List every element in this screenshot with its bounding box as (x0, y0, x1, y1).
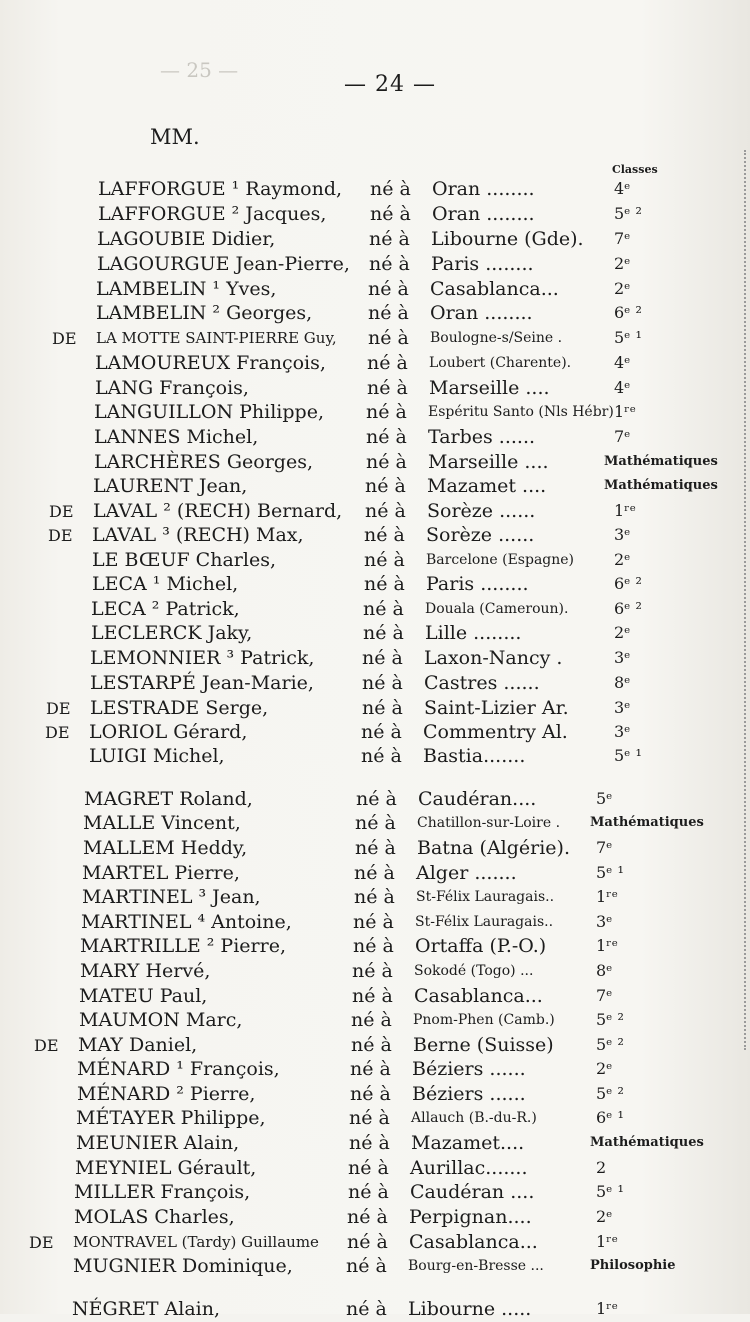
student-name: LAGOURGUE Jean-Pierre, (97, 253, 350, 275)
birthplace: Loubert (Charente). (429, 355, 572, 371)
born-label: né à (349, 1107, 390, 1129)
list-item (0, 1155, 750, 1181)
list-item (0, 226, 750, 252)
class-level: 5ᵉ ¹ (596, 1182, 624, 1201)
list-item (0, 547, 750, 573)
list-item (0, 958, 750, 984)
student-name: MUGNIER Dominique, (73, 1255, 293, 1277)
list-item (0, 571, 750, 597)
student-name: LAMOUREUX François, (95, 352, 326, 374)
student-name: MÉNARD ² Pierre, (77, 1083, 256, 1105)
student-name: MALLEM Heddy, (83, 837, 248, 859)
student-name: LARCHÈRES Georges, (94, 451, 313, 473)
birthplace: Béziers ...... (412, 1083, 526, 1105)
birthplace: Aurillac....... (410, 1157, 528, 1179)
born-label: né à (365, 500, 406, 522)
class-level: 1ʳᵉ (596, 1299, 618, 1318)
born-label: né à (366, 426, 407, 448)
page-edge-marks (744, 150, 750, 1050)
class-level: 5ᵉ ² (596, 1010, 624, 1029)
class-level: Mathématiques (604, 454, 718, 469)
born-label: né à (361, 745, 402, 767)
birthplace: Batna (Algérie). (417, 837, 571, 859)
born-label: né à (354, 886, 395, 908)
list-item (0, 424, 750, 450)
student-name: MAGRET Roland, (84, 788, 253, 810)
student-name: LAVAL ³ (RECH) Max, (92, 524, 304, 546)
list-item (0, 1056, 750, 1082)
born-label: né à (361, 721, 402, 743)
student-name: LORIOL Gérard, (89, 721, 248, 743)
birthplace: Paris ........ (426, 573, 529, 595)
list-item (0, 860, 750, 886)
student-name: LANNES Michel, (94, 426, 259, 448)
born-label: né à (363, 598, 404, 620)
name-particle: DE (29, 1233, 54, 1252)
birthplace: Pnom-Phen (Camb.) (413, 1012, 555, 1028)
birthplace: Paris ........ (431, 253, 534, 275)
born-label: né à (369, 253, 410, 275)
class-level: 8ᵉ (596, 961, 613, 980)
birthplace: Casablanca... (409, 1231, 538, 1253)
birthplace: Marseille .... (428, 451, 549, 473)
born-label: né à (352, 960, 393, 982)
birthplace: Saint-Lizier Ar. (424, 697, 569, 719)
born-label: né à (368, 302, 409, 324)
student-name: LANG François, (95, 377, 249, 399)
student-name: LAFFORGUE ¹ Raymond, (98, 178, 343, 200)
born-label: né à (349, 1132, 390, 1154)
class-level: 3ᵉ (614, 525, 631, 544)
birthplace: Oran ........ (432, 203, 535, 225)
student-name: LE BŒUF Charles, (92, 549, 276, 571)
birthplace: Bastia....... (423, 745, 526, 767)
born-label: né à (353, 935, 394, 957)
list-item (0, 350, 750, 376)
birthplace: Barcelone (Espagne) (426, 552, 575, 568)
class-level: 2ᵉ (614, 623, 631, 642)
class-level: 2 (596, 1158, 607, 1177)
birthplace: Libourne (Gde). (431, 228, 584, 250)
born-label: né à (352, 985, 393, 1007)
birthplace: Sorèze ...... (427, 500, 536, 522)
student-name: MILLER François, (74, 1181, 251, 1203)
birthplace: Casablanca... (430, 278, 559, 300)
birthplace: St-Félix Lauragais.. (415, 914, 554, 930)
student-name: LAGOUBIE Didier, (97, 228, 276, 250)
class-level: 7ᵉ (596, 838, 613, 857)
birthplace: Tarbes ...... (428, 426, 536, 448)
born-label: né à (366, 401, 407, 423)
born-label: né à (370, 203, 411, 225)
list-item (0, 719, 750, 745)
birthplace: Mazamet.... (411, 1132, 525, 1154)
birthplace: Sorèze ...... (426, 524, 535, 546)
student-name: LAFFORGUE ² Jacques, (98, 203, 327, 225)
student-name: LUIGI Michel, (89, 745, 225, 767)
class-level: Philosophie (590, 1258, 676, 1273)
class-level: 5ᵉ ¹ (614, 746, 642, 765)
list-item (0, 1296, 750, 1322)
class-level: 6ᵉ ² (614, 303, 642, 322)
born-label: né à (368, 278, 409, 300)
class-level: 4ᵉ (614, 378, 631, 397)
class-level: Mathématiques (590, 815, 704, 830)
class-level: 2ᵉ (596, 1059, 613, 1078)
class-level: 5ᵉ ¹ (614, 328, 642, 347)
name-particle: DE (34, 1036, 59, 1055)
birthplace: Allauch (B.-du-R.) (411, 1110, 537, 1126)
birthplace: Caudéran.... (418, 788, 537, 810)
birthplace: Commentry Al. (423, 721, 568, 743)
student-name: MEUNIER Alain, (76, 1132, 240, 1154)
list-item (0, 1130, 750, 1156)
birthplace: Béziers ...... (412, 1058, 526, 1080)
class-level: 5ᵉ ¹ (596, 863, 624, 882)
list-item (0, 300, 750, 326)
born-label: né à (356, 788, 397, 810)
class-level: 1ʳᵉ (614, 402, 636, 421)
born-label: né à (363, 622, 404, 644)
class-level: 2ᵉ (614, 550, 631, 569)
student-name: MALLE Vincent, (83, 812, 241, 834)
born-label: né à (355, 812, 396, 834)
list-item (0, 449, 750, 475)
student-name: MARTINEL ⁴ Antoine, (81, 911, 292, 933)
student-name: LEMONNIER ³ Patrick, (90, 647, 315, 669)
list-item (0, 473, 750, 499)
name-particle: DE (49, 502, 74, 521)
list-item (0, 276, 750, 302)
born-label: né à (366, 451, 407, 473)
class-level: 1ʳᵉ (596, 887, 618, 906)
list-item (0, 1105, 750, 1131)
list-item (0, 1204, 750, 1230)
student-name: MATEU Paul, (79, 985, 208, 1007)
list-item (0, 1179, 750, 1205)
class-level: 7ᵉ (596, 986, 613, 1005)
birthplace: Bourg-en-Bresse ... (408, 1258, 544, 1274)
born-label: né à (347, 1206, 388, 1228)
student-name: NÉGRET Alain, (72, 1298, 221, 1320)
born-label: né à (350, 1083, 391, 1105)
class-level: 4ᵉ (614, 179, 631, 198)
birthplace: St-Félix Lauragais.. (416, 889, 555, 905)
class-level: 6ᵉ ² (614, 599, 642, 618)
birthplace: Boulogne-s/Seine . (430, 330, 563, 346)
list-item (0, 399, 750, 425)
birthplace: Ortaffa (P.-O.) (415, 935, 547, 957)
list-item (0, 983, 750, 1009)
born-label: né à (348, 1157, 389, 1179)
born-label: né à (364, 573, 405, 595)
born-label: né à (362, 647, 403, 669)
birthplace: Mazamet .... (427, 475, 547, 497)
name-particle: DE (52, 329, 77, 348)
honorific-heading: MM. (150, 125, 200, 149)
list-item (0, 670, 750, 696)
born-label: né à (346, 1255, 387, 1277)
student-name: MÉNARD ¹ François, (77, 1058, 280, 1080)
list-item (0, 620, 750, 646)
born-label: né à (347, 1231, 388, 1253)
list-item (0, 1032, 750, 1058)
list-item (0, 1229, 750, 1255)
birthplace: Chatillon-sur-Loire . (417, 815, 561, 831)
class-level: 8ᵉ (614, 673, 631, 692)
student-name: LECA ¹ Michel, (92, 573, 239, 595)
classes-column-header: Classes (612, 163, 658, 176)
list-item (0, 375, 750, 401)
born-label: né à (351, 1034, 392, 1056)
class-level: 5ᵉ ² (614, 204, 642, 223)
class-level: Mathématiques (590, 1135, 704, 1150)
name-particle: DE (48, 526, 73, 545)
class-level: 5ᵉ ² (596, 1084, 624, 1103)
birthplace: Perpignan.... (409, 1206, 532, 1228)
student-name: LAURENT Jean, (93, 475, 248, 497)
student-name: MONTRAVEL (Tardy) Guillaume (73, 1233, 319, 1251)
born-label: né à (346, 1298, 387, 1320)
student-name: LAMBELIN ² Georges, (96, 302, 313, 324)
birthplace: Oran ........ (432, 178, 535, 200)
born-label: né à (348, 1181, 389, 1203)
student-name: MÉTAYER Philippe, (76, 1107, 266, 1129)
list-item (0, 786, 750, 812)
born-label: né à (353, 911, 394, 933)
list-item (0, 176, 750, 202)
student-name: LECA ² Patrick, (91, 598, 240, 620)
list-item (0, 933, 750, 959)
list-item (0, 810, 750, 836)
name-particle: DE (45, 723, 70, 742)
list-item (0, 498, 750, 524)
class-level: 6ᵉ ¹ (596, 1108, 624, 1127)
class-level: 3ᵉ (614, 648, 631, 667)
list-item (0, 1253, 750, 1279)
student-name: LECLERCK Jaky, (91, 622, 253, 644)
list-item (0, 251, 750, 277)
birthplace: Laxon-Nancy . (424, 647, 563, 669)
class-level: 1ʳᵉ (614, 501, 636, 520)
birthplace: Alger ....... (416, 862, 517, 884)
born-label: né à (355, 837, 396, 859)
born-label: né à (367, 377, 408, 399)
list-item (0, 596, 750, 622)
class-level: 1ʳᵉ (596, 1232, 618, 1251)
list-item (0, 645, 750, 671)
student-name: LESTRADE Serge, (90, 697, 269, 719)
class-level: 5ᵉ (596, 789, 613, 808)
class-level: 2ᵉ (614, 279, 631, 298)
birthplace: Caudéran .... (410, 1181, 535, 1203)
page-number: — 24 — (344, 72, 436, 97)
born-label: né à (362, 672, 403, 694)
birthplace: Douala (Cameroun). (425, 601, 569, 617)
birthplace: Espéritu Santo (Nls Hébr) (428, 404, 614, 420)
birthplace: Marseille .... (429, 377, 550, 399)
born-label: né à (367, 352, 408, 374)
class-level: 3ᵉ (596, 912, 613, 931)
born-label: né à (369, 228, 410, 250)
born-label: né à (364, 549, 405, 571)
student-name: MARTEL Pierre, (82, 862, 240, 884)
born-label: né à (370, 178, 411, 200)
class-level: 5ᵉ ² (596, 1035, 624, 1054)
class-level: 4ᵉ (614, 353, 631, 372)
born-label: né à (354, 862, 395, 884)
name-particle: DE (46, 699, 71, 718)
student-name: LAVAL ² (RECH) Bernard, (93, 500, 343, 522)
student-name: MAY Daniel, (78, 1034, 198, 1056)
student-name: MARY Hervé, (80, 960, 211, 982)
birthplace: Castres ...... (424, 672, 540, 694)
bleed-through-page-number: — 25 — (160, 58, 239, 82)
student-name: LAMBELIN ¹ Yves, (96, 278, 277, 300)
class-level: 3ᵉ (614, 722, 631, 741)
born-label: né à (368, 327, 409, 349)
birthplace: Berne (Suisse) (413, 1034, 554, 1056)
student-name: MARTINEL ³ Jean, (82, 886, 261, 908)
student-name: MEYNIEL Gérault, (75, 1157, 257, 1179)
list-item (0, 1007, 750, 1033)
class-level: 6ᵉ ² (614, 574, 642, 593)
student-name: LA MOTTE SAINT-PIERRE Guy, (96, 329, 337, 347)
born-label: né à (351, 1009, 392, 1031)
student-name: MOLAS Charles, (74, 1206, 235, 1228)
born-label: né à (365, 475, 406, 497)
list-item (0, 201, 750, 227)
list-item (0, 325, 750, 351)
list-item (0, 743, 750, 769)
class-level: 3ᵉ (614, 698, 631, 717)
class-level: 2ᵉ (614, 254, 631, 273)
class-level: 2ᵉ (596, 1207, 613, 1226)
born-label: né à (350, 1058, 391, 1080)
birthplace: Libourne ..... (408, 1298, 532, 1320)
student-name: LANGUILLON Philippe, (94, 401, 324, 423)
list-item (0, 1081, 750, 1107)
list-item (0, 909, 750, 935)
birthplace: Lille ........ (425, 622, 522, 644)
birthplace: Sokodé (Togo) ... (414, 963, 534, 979)
class-level: Mathématiques (604, 478, 718, 493)
birthplace: Oran ........ (430, 302, 533, 324)
student-name: MARTRILLE ² Pierre, (80, 935, 286, 957)
class-level: 1ʳᵉ (596, 936, 618, 955)
list-item (0, 884, 750, 910)
student-name: LESTARPÉ Jean-Marie, (90, 672, 314, 694)
birthplace: Casablanca... (414, 985, 543, 1007)
student-name: MAUMON Marc, (79, 1009, 243, 1031)
class-level: 7ᵉ (614, 229, 631, 248)
born-label: né à (364, 524, 405, 546)
list-item (0, 835, 750, 861)
class-level: 7ᵉ (614, 427, 631, 446)
list-item (0, 695, 750, 721)
born-label: né à (362, 697, 403, 719)
list-item (0, 522, 750, 548)
